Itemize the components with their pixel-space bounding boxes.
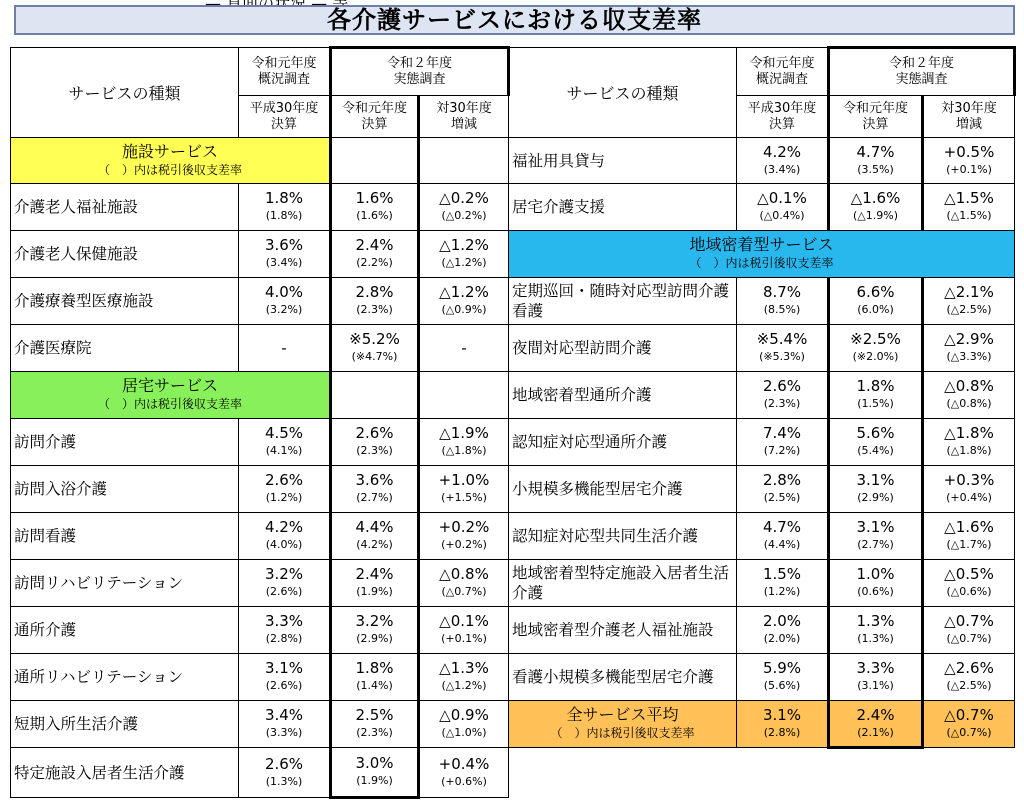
r1-value-sub: (1.6%) bbox=[356, 209, 393, 222]
facility-section-row bbox=[11, 138, 509, 184]
diff-blank bbox=[419, 138, 509, 184]
diff-value-sub: (△0.8%) bbox=[946, 397, 992, 410]
community-section-note: （ ）内は税引後収支差率 bbox=[689, 256, 834, 270]
diff-value-sub: (+0.1%) bbox=[946, 162, 992, 176]
right-header-row-1 bbox=[509, 48, 1015, 96]
page-title: 各介護サービスにおける収支差率 bbox=[14, 5, 1015, 35]
diff-value-main: +0.2% bbox=[438, 518, 490, 536]
diff-value bbox=[419, 513, 509, 560]
h30-value-sub: (2.0%) bbox=[763, 632, 801, 645]
r1-value bbox=[331, 325, 419, 372]
h30-value-main: 3.1% bbox=[264, 659, 304, 677]
h30-value-sub: (1.3%) bbox=[265, 774, 303, 788]
h30-value bbox=[737, 513, 829, 560]
r1-value-sub: (2.2%) bbox=[356, 256, 393, 269]
h30-value bbox=[239, 466, 331, 513]
table-row bbox=[11, 748, 509, 798]
h30-value bbox=[239, 231, 331, 278]
home-section-banner bbox=[11, 372, 331, 419]
diff-value-sub: (△0.2%) bbox=[441, 209, 487, 222]
r1-value-sub: (1.9%) bbox=[356, 774, 393, 787]
diff-value bbox=[419, 701, 509, 748]
table-row bbox=[509, 466, 1015, 513]
r1-header: 令和元年度 決算 bbox=[331, 96, 419, 138]
diff-value bbox=[923, 184, 1015, 231]
r1-value-sub: (1.4%) bbox=[356, 679, 393, 692]
diff-value-main: △0.8% bbox=[439, 565, 489, 583]
diff-value-sub: (+1.5%) bbox=[441, 491, 487, 504]
service-name: 看護小規模多機能型居宅介護 bbox=[509, 654, 737, 701]
table-row bbox=[11, 560, 509, 607]
table-row bbox=[11, 278, 509, 325]
h30-value-main: ※5.4% bbox=[756, 330, 808, 348]
diff-value-sub: (△0.9%) bbox=[441, 303, 487, 316]
h30-value-main: 7.4% bbox=[762, 424, 802, 442]
diff-value-main: △0.2% bbox=[439, 189, 489, 207]
h30-value-sub: (2.6%) bbox=[265, 585, 303, 598]
r1-blank bbox=[331, 138, 419, 184]
diff-value-main: △2.6% bbox=[944, 659, 994, 677]
h30-value bbox=[737, 372, 829, 419]
r1-value-sub: (6.0%) bbox=[857, 303, 894, 316]
table-row bbox=[11, 513, 509, 560]
r1-value-main: 1.6% bbox=[355, 189, 394, 207]
diff-value bbox=[923, 278, 1015, 325]
h30-value bbox=[239, 278, 331, 325]
r1-value-main: 2.6% bbox=[355, 424, 394, 442]
h30-value-main: 3.6% bbox=[264, 236, 304, 254]
service-name: 居宅介護支援 bbox=[509, 184, 737, 231]
diff-value bbox=[923, 654, 1015, 701]
table-row bbox=[11, 184, 509, 231]
service-name: 訪問看護 bbox=[11, 513, 239, 560]
service-name: 認知症対応型共同生活介護 bbox=[509, 513, 737, 560]
h30-value bbox=[239, 748, 331, 798]
community-section-row bbox=[509, 231, 1015, 278]
survey-r2-header: 令和２年度 実態調査 bbox=[829, 48, 1015, 96]
r1-value bbox=[829, 278, 923, 325]
r1-value-main: 6.6% bbox=[856, 283, 895, 301]
total-diff-value bbox=[923, 701, 1015, 748]
diff-value bbox=[419, 654, 509, 701]
h30-value-sub: (5.6%) bbox=[763, 679, 801, 692]
r1-value bbox=[331, 419, 419, 466]
table-row bbox=[11, 654, 509, 701]
h30-value-main: 4.7% bbox=[762, 518, 802, 536]
h30-value-sub: (2.5%) bbox=[763, 491, 801, 504]
h30-value-sub: (1.8%) bbox=[265, 209, 303, 222]
table-row bbox=[509, 654, 1015, 701]
r1-blank bbox=[331, 372, 419, 419]
h30-value-main: 4.0% bbox=[264, 283, 304, 301]
h30-value-sub: (1.2%) bbox=[265, 491, 303, 504]
diff-value-sub: (△2.5%) bbox=[946, 679, 992, 692]
service-name: 短期入所生活介護 bbox=[11, 701, 239, 748]
r1-value-sub: (2.3%) bbox=[356, 303, 393, 316]
survey-r1-header: 令和元年度 概況調査 bbox=[239, 48, 331, 96]
diff-value-main: △0.5% bbox=[944, 565, 994, 583]
r1-value bbox=[331, 701, 419, 748]
r1-value-sub: (5.4%) bbox=[857, 444, 894, 457]
r1-value-sub: (2.3%) bbox=[356, 444, 393, 457]
diff-value bbox=[419, 466, 509, 513]
r1-value-sub: (2.7%) bbox=[356, 491, 393, 504]
r1-value bbox=[829, 513, 923, 560]
h30-value-sub: (2.8%) bbox=[265, 632, 303, 645]
r1-value bbox=[331, 654, 419, 701]
h30-value bbox=[239, 419, 331, 466]
r1-value-main: 1.8% bbox=[355, 659, 394, 677]
r1-value-sub: (1.5%) bbox=[857, 397, 894, 410]
r1-value bbox=[829, 372, 923, 419]
r1-value-main: ※2.5% bbox=[850, 330, 901, 348]
table-row bbox=[509, 419, 1015, 466]
service-name: 訪問介護 bbox=[11, 419, 239, 466]
diff-value-main: +0.4% bbox=[438, 754, 490, 773]
r1-value-main: 2.4% bbox=[355, 565, 394, 583]
r1-value-sub: (3.5%) bbox=[857, 162, 894, 176]
service-name: 訪問入浴介護 bbox=[11, 466, 239, 513]
h30-value bbox=[737, 419, 829, 466]
service-name: 夜間対応型訪問介護 bbox=[509, 325, 737, 372]
h30-value bbox=[737, 325, 829, 372]
h30-value-sub: (4.1%) bbox=[265, 444, 303, 457]
diff-value bbox=[923, 513, 1015, 560]
diff-value bbox=[419, 748, 509, 798]
service-name: 通所リハビリテーション bbox=[11, 654, 239, 701]
h30-header: 平成30年度 決算 bbox=[737, 96, 829, 138]
h30-value-sub: (7.2%) bbox=[763, 444, 801, 457]
diff-value bbox=[923, 560, 1015, 607]
facility-section-banner bbox=[11, 138, 331, 184]
h30-value bbox=[239, 701, 331, 748]
r1-value bbox=[829, 184, 923, 231]
h30-value-main: 3.2% bbox=[264, 565, 304, 583]
h30-value-main: 2.8% bbox=[762, 471, 802, 489]
survey-r1-header: 令和元年度 概況調査 bbox=[737, 48, 829, 96]
home-section-note: （ ）内は税引後収支差率 bbox=[97, 397, 242, 411]
r1-value bbox=[331, 184, 419, 231]
h30-value-main: 3.3% bbox=[264, 612, 304, 630]
total-h30-value-sub: (2.8%) bbox=[763, 726, 801, 739]
total-title: 全サービス平均 bbox=[566, 705, 679, 724]
left-table bbox=[10, 46, 510, 799]
h30-value-main: 1.8% bbox=[264, 189, 304, 207]
h30-value bbox=[239, 513, 331, 560]
service-name: 地域密着型通所介護 bbox=[509, 372, 737, 419]
h30-value-main: △0.1% bbox=[757, 189, 807, 207]
r1-value-sub: (3.1%) bbox=[857, 679, 894, 692]
h30-value bbox=[239, 654, 331, 701]
diff-value-sub: (△3.3%) bbox=[946, 350, 992, 363]
r1-value-main: ※5.2% bbox=[349, 330, 400, 348]
total-note: （ ）内は税引後収支差率 bbox=[550, 726, 695, 740]
total-h30-value bbox=[737, 701, 829, 748]
h30-value-main: 2.6% bbox=[264, 754, 304, 773]
h30-value-sub: (※5.3%) bbox=[759, 350, 805, 363]
r1-value-sub: (△1.9%) bbox=[853, 209, 898, 222]
diff-value bbox=[923, 419, 1015, 466]
diff-value-main: +0.3% bbox=[943, 471, 995, 489]
diff-value-sub: (△1.2%) bbox=[441, 679, 487, 692]
table-row bbox=[509, 372, 1015, 419]
r1-value-main: 3.6% bbox=[355, 471, 394, 489]
diff-value-sub: (△0.6%) bbox=[946, 585, 992, 598]
r1-value bbox=[331, 607, 419, 654]
h30-value-sub: (3.4%) bbox=[265, 256, 303, 269]
h30-value bbox=[239, 607, 331, 654]
r1-value bbox=[829, 466, 923, 513]
diff-value-sub: (△0.7%) bbox=[441, 585, 487, 598]
diff-value-main: △1.2% bbox=[439, 283, 489, 301]
table-row bbox=[11, 607, 509, 654]
service-name: 小規模多機能型居宅介護 bbox=[509, 466, 737, 513]
r1-value-sub: (1.3%) bbox=[857, 632, 894, 645]
diff-value-main: +0.5% bbox=[943, 142, 995, 161]
diff-value-sub: (△2.5%) bbox=[946, 303, 992, 316]
diff-blank bbox=[419, 372, 509, 419]
h30-value bbox=[737, 607, 829, 654]
service-name: 介護老人保健施設 bbox=[11, 231, 239, 278]
h30-value bbox=[737, 466, 829, 513]
table-row bbox=[11, 701, 509, 748]
table-row bbox=[11, 466, 509, 513]
facility-section-title: 施設サービス bbox=[121, 141, 218, 161]
r1-value-sub: (2.7%) bbox=[857, 538, 894, 551]
diff-value bbox=[923, 325, 1015, 372]
community-section-title: 地域密着型サービス bbox=[689, 235, 834, 254]
table-row bbox=[509, 184, 1015, 231]
r1-value-main: 2.8% bbox=[355, 283, 394, 301]
home-section-title: 居宅サービス bbox=[121, 376, 218, 395]
h30-value-main: 4.2% bbox=[264, 518, 304, 536]
diff-value bbox=[419, 231, 509, 278]
r1-value-main: △1.6% bbox=[850, 189, 901, 207]
service-type-header: サービスの種類 bbox=[11, 48, 239, 138]
r1-value bbox=[829, 607, 923, 654]
r1-value-main: 3.0% bbox=[355, 754, 394, 772]
h30-value bbox=[239, 184, 331, 231]
h30-value-sub: (△0.4%) bbox=[759, 209, 805, 222]
table-row bbox=[509, 325, 1015, 372]
r1-value-sub: (1.9%) bbox=[356, 585, 393, 598]
r1-value-sub: (2.3%) bbox=[356, 726, 393, 739]
r1-value bbox=[829, 419, 923, 466]
r1-value-sub: (※2.0%) bbox=[852, 350, 899, 363]
service-name: 認知症対応型通所介護 bbox=[509, 419, 737, 466]
service-type-header: サービスの種類 bbox=[509, 48, 737, 138]
h30-value-sub: (2.6%) bbox=[265, 679, 303, 692]
h30-value-main: - bbox=[281, 338, 287, 357]
left-header-row-1 bbox=[11, 48, 509, 96]
diff-header: 対30年度 増減 bbox=[923, 96, 1015, 138]
service-name: 介護医療院 bbox=[11, 325, 239, 372]
h30-value-main: 1.5% bbox=[762, 565, 802, 583]
diff-value-main: △0.1% bbox=[439, 612, 489, 630]
r1-value-main: 4.4% bbox=[355, 518, 394, 536]
r1-value bbox=[829, 138, 923, 184]
r1-value bbox=[829, 654, 923, 701]
diff-value bbox=[419, 419, 509, 466]
diff-value-main: △1.6% bbox=[944, 518, 994, 536]
diff-value-sub: (+0.2%) bbox=[441, 538, 487, 551]
service-name: 介護療養型医療施設 bbox=[11, 278, 239, 325]
service-name: 地域密着型介護老人福祉施設 bbox=[509, 607, 737, 654]
diff-value-main: - bbox=[461, 338, 467, 357]
total-diff-value-main: △0.7% bbox=[944, 706, 994, 724]
diff-value bbox=[923, 607, 1015, 654]
service-name: 特定施設入居者生活介護 bbox=[11, 748, 239, 798]
total-row bbox=[509, 701, 1015, 748]
r1-header: 令和元年度 決算 bbox=[829, 96, 923, 138]
r1-value-sub: (※4.7%) bbox=[351, 350, 398, 363]
total-diff-value-sub: (△0.7%) bbox=[946, 726, 992, 739]
diff-value-sub: (+0.1%) bbox=[441, 632, 487, 645]
diff-value bbox=[419, 278, 509, 325]
diff-value-main: △1.8% bbox=[944, 424, 994, 442]
h30-value-main: 4.2% bbox=[762, 142, 802, 161]
diff-value bbox=[419, 325, 509, 372]
h30-value bbox=[737, 560, 829, 607]
r1-value-sub: (4.2%) bbox=[356, 538, 393, 551]
r1-value bbox=[829, 325, 923, 372]
survey-r2-header: 令和２年度 実態調査 bbox=[331, 48, 509, 96]
service-name: 通所介護 bbox=[11, 607, 239, 654]
diff-value-main: +1.0% bbox=[438, 471, 490, 489]
h30-value-sub: (2.3%) bbox=[763, 397, 801, 410]
table-row bbox=[509, 278, 1015, 325]
r1-value-main: 3.3% bbox=[856, 659, 895, 677]
service-name: 定期巡回・随時対応型訪問介護看護 bbox=[509, 278, 737, 325]
r1-value bbox=[331, 560, 419, 607]
h30-value-sub: (8.5%) bbox=[763, 303, 801, 316]
diff-value bbox=[923, 138, 1015, 184]
diff-value bbox=[923, 466, 1015, 513]
diff-value bbox=[419, 607, 509, 654]
h30-value-main: 2.6% bbox=[264, 471, 304, 489]
service-name: 福祉用具貸与 bbox=[509, 138, 737, 184]
table-row bbox=[509, 138, 1015, 184]
r1-value-main: 4.7% bbox=[856, 142, 895, 161]
right-table bbox=[508, 46, 1016, 749]
h30-value bbox=[239, 560, 331, 607]
home-section-row bbox=[11, 372, 509, 419]
r1-value-main: 5.6% bbox=[856, 424, 895, 442]
diff-value-main: △0.8% bbox=[944, 377, 994, 395]
h30-value-sub: (3.3%) bbox=[265, 726, 303, 739]
table-row bbox=[509, 560, 1015, 607]
h30-value bbox=[737, 184, 829, 231]
r1-value-main: 3.1% bbox=[856, 518, 895, 536]
diff-value-sub: (△1.8%) bbox=[441, 444, 487, 457]
r1-value-main: 2.5% bbox=[355, 706, 394, 724]
r1-value-sub: (0.6%) bbox=[857, 585, 894, 598]
diff-value-sub: (△1.5%) bbox=[946, 209, 992, 222]
h30-value-main: 3.4% bbox=[264, 706, 304, 724]
total-h30-value-main: 3.1% bbox=[762, 706, 802, 724]
total-r1-value-sub: (2.1%) bbox=[857, 725, 894, 739]
community-section-banner bbox=[509, 231, 1015, 278]
table-row bbox=[509, 607, 1015, 654]
service-name: 介護老人福祉施設 bbox=[11, 184, 239, 231]
diff-value bbox=[419, 184, 509, 231]
total-r1-value-main: 2.4% bbox=[856, 705, 895, 724]
diff-value-main: △1.2% bbox=[439, 236, 489, 254]
h30-header: 平成30年度 決算 bbox=[239, 96, 331, 138]
facility-section-note: （ ）内は税引後収支差率 bbox=[97, 162, 242, 177]
diff-value-sub: (△0.7%) bbox=[946, 632, 992, 645]
service-name: 地域密着型特定施設入居者生活介護 bbox=[509, 560, 737, 607]
diff-value-main: △1.5% bbox=[944, 189, 994, 207]
h30-value-sub: (4.0%) bbox=[265, 538, 303, 551]
diff-value-main: △2.1% bbox=[944, 283, 994, 301]
diff-value-main: △1.3% bbox=[439, 659, 489, 677]
h30-value bbox=[737, 654, 829, 701]
h30-value-sub: (4.4%) bbox=[763, 538, 801, 551]
diff-value-sub: (+0.6%) bbox=[441, 774, 487, 788]
diff-header: 対30年度 増減 bbox=[419, 96, 509, 138]
r1-value-main: 1.0% bbox=[856, 565, 895, 583]
diff-value-main: △2.9% bbox=[944, 330, 994, 348]
r1-value-main: 3.2% bbox=[355, 612, 394, 630]
diff-value-main: △0.7% bbox=[944, 612, 994, 630]
diff-value-main: △1.9% bbox=[439, 424, 489, 442]
r1-value bbox=[331, 466, 419, 513]
h30-value-sub: (3.2%) bbox=[265, 303, 303, 316]
h30-value-main: 8.7% bbox=[762, 283, 802, 301]
total-banner bbox=[509, 701, 737, 748]
diff-value-sub: (△1.2%) bbox=[441, 256, 487, 269]
r1-value bbox=[331, 513, 419, 560]
h30-value bbox=[239, 325, 331, 372]
diff-value-sub: (△1.0%) bbox=[441, 726, 487, 739]
r1-value bbox=[829, 560, 923, 607]
r1-value bbox=[331, 278, 419, 325]
r1-value-main: 3.1% bbox=[856, 471, 895, 489]
diff-value bbox=[419, 560, 509, 607]
diff-value-sub: (△1.7%) bbox=[946, 538, 992, 551]
r1-value-main: 1.8% bbox=[856, 377, 895, 395]
h30-value-sub: (3.4%) bbox=[763, 162, 801, 176]
h30-value-main: 5.9% bbox=[762, 659, 802, 677]
h30-value-main: 2.0% bbox=[762, 612, 802, 630]
h30-value-sub: (1.2%) bbox=[763, 585, 801, 598]
r1-value bbox=[331, 748, 419, 798]
diff-value-sub: (△1.8%) bbox=[946, 444, 992, 457]
diff-value bbox=[923, 372, 1015, 419]
table-row bbox=[11, 231, 509, 278]
h30-value-main: 4.5% bbox=[264, 424, 304, 442]
diff-value-main: △0.9% bbox=[439, 706, 489, 724]
r1-value-main: 1.3% bbox=[856, 612, 895, 630]
total-r1-value bbox=[829, 701, 923, 748]
h30-value bbox=[737, 138, 829, 184]
r1-value-sub: (2.9%) bbox=[857, 491, 894, 504]
diff-value-sub: (+0.4%) bbox=[946, 491, 992, 504]
service-name: 訪問リハビリテーション bbox=[11, 560, 239, 607]
table-row bbox=[509, 513, 1015, 560]
h30-value bbox=[737, 278, 829, 325]
table-row bbox=[11, 325, 509, 372]
r1-value-sub: (2.9%) bbox=[356, 632, 393, 645]
h30-value-main: 2.6% bbox=[762, 377, 802, 395]
r1-value bbox=[331, 231, 419, 278]
table-row bbox=[11, 419, 509, 466]
r1-value-main: 2.4% bbox=[355, 236, 394, 254]
